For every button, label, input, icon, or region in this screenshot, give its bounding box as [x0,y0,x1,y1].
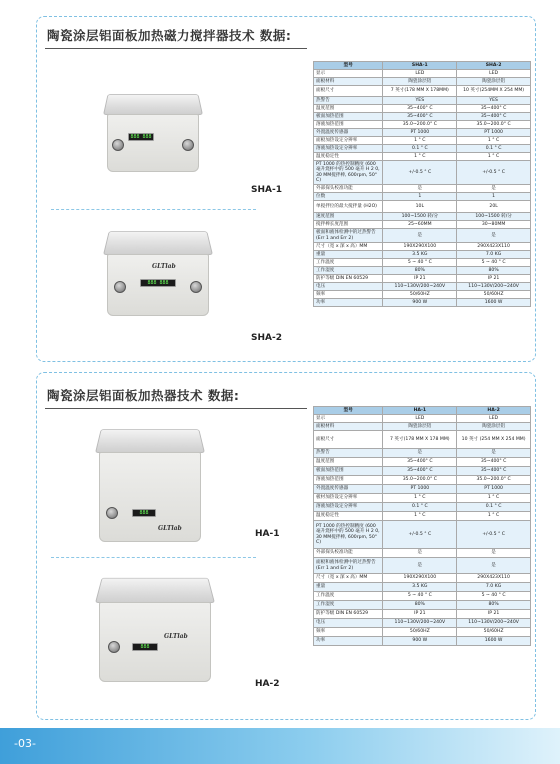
spec-label-cell: 工作温度 [314,592,383,601]
spec-value-cell: 25~60MM [383,221,457,229]
spec-value-cell: 是 [457,229,531,243]
spec-label-cell: 重量 [314,583,383,592]
table-header-cell: HA-1 [383,407,457,415]
heating-plate [95,578,215,603]
spec-label-cell: 搅拌棒长度范围 [314,221,383,229]
spec-label-cell: 显示 [314,415,383,423]
spec-value-cell: 35~400° C [383,113,457,121]
spec-value-cell: 10L [383,201,457,213]
spec-label-cell: 板面加热范围 [314,467,383,476]
spec-label-cell: 溶液加热范围 [314,121,383,129]
spec-value-cell: 是 [457,558,531,574]
table-row [314,601,531,610]
spec-label-cell: 面板尺寸 [314,431,383,449]
table-row [314,610,531,619]
spec-label-cell: 外部探头校准功能 [314,185,383,193]
table-row [314,574,531,583]
spec-label-cell: 外部探头校准功能 [314,549,383,558]
heater-spec-panel [36,372,536,720]
table-header-row [314,407,531,415]
spec-value-cell: 陶瓷涂层铝 [457,78,531,86]
heating-plate [95,429,205,453]
spec-value-cell: 35~400° C [457,113,531,121]
spec-label-cell: 尺寸（宽 x 深 x 高）MM [314,574,383,583]
spec-value-cell: 80% [457,267,531,275]
table-row [314,251,531,259]
table-row [314,193,531,201]
spec-value-cell: PT 1000 [383,485,457,494]
spec-value-cell: 35.0~200.0° C [457,476,531,485]
spec-label-cell: 电压 [314,619,383,628]
table-row [314,415,531,423]
spec-label-cell: 位数 [314,193,383,201]
spec-value-cell: IP 21 [457,275,531,283]
spec-value-cell: 1 ° C [457,512,531,521]
spec-value-cell: IP 21 [457,610,531,619]
spec-value-cell: 900 W [383,299,457,307]
spec-value-cell: 陶瓷涂层铝 [457,423,531,431]
table-row [314,137,531,145]
spec-label-cell: 温度范围 [314,458,383,467]
spec-value-cell: 290X423X110 [457,574,531,583]
table-row [314,485,531,494]
spec-value-cell: YES [457,97,531,105]
brand-logo: GLTlab [158,525,182,532]
spec-value-cell: 0.1 ° C [457,503,531,512]
spec-value-cell: 陶瓷涂层铝 [383,78,457,86]
spec-value-cell: 50/60HZ [457,628,531,637]
table-row [314,619,531,628]
spec-label-cell: 面板和液体检测中的过热警告 (Err 1 and Err 2) [314,558,383,574]
spec-value-cell: 5 ~ 40 ° C [457,259,531,267]
table-row [314,583,531,592]
brand-logo: GLTlab [164,633,188,640]
spec-value-cell: PT 1000 [457,485,531,494]
spec-value-cell: 35~400° C [383,458,457,467]
spec-value-cell: 5 ~ 40 ° C [383,592,457,601]
spec-value-cell: 110~130V/200~240V [457,619,531,628]
spec-value-cell: 7 英寸(178 MM X 178MM) [383,86,457,97]
spec-value-cell: 35~400° C [383,105,457,113]
spec-label-cell: 防护等级 DIN EN 60529 [314,275,383,283]
spec-value-cell: 1 ° C [383,512,457,521]
table-row [314,97,531,105]
spec-label-cell: 功率 [314,637,383,646]
table-row [314,549,531,558]
spec-value-cell: 35.0~200.0° C [457,121,531,129]
spec-value-cell: 1 ° C [383,153,457,161]
spec-label-cell: 电压 [314,283,383,291]
spec-value-cell: 0.1 ° C [457,145,531,153]
spec-value-cell: 10 英寸(254MM X 254 MM) [457,86,531,97]
spec-label-cell: 温度稳定性 [314,512,383,521]
spec-value-cell: 1 ° C [383,494,457,503]
spec-value-cell: IP 21 [383,275,457,283]
spec-value-cell: 35.0~200.0° C [383,121,457,129]
spec-value-cell: 3.5 KG [383,583,457,592]
spec-value-cell: 35~400° C [457,467,531,476]
left-knob [112,139,124,151]
spec-label-cell: 功率 [314,299,383,307]
spec-value-cell: LED [383,415,457,423]
table-row [314,592,531,601]
spec-value-cell: 35~400° C [457,105,531,113]
spec-value-cell: 80% [383,267,457,275]
device-body [107,254,209,316]
left-knob [108,641,120,653]
model-label-sha1: SHA-1 [251,185,282,195]
spec-value-cell: 35.0~200.0° C [383,476,457,485]
spec-label-cell: 尺寸（宽 x 深 x 高）MM [314,243,383,251]
spec-label-cell: 溶液加热范围 [314,476,383,485]
device-body [107,114,199,172]
table-header-cell: HA-2 [457,407,531,415]
spec-value-cell: 50/60HZ [383,291,457,299]
table-header-cell: SHA-1 [383,62,457,70]
table-row [314,494,531,503]
spec-value-cell: 100~1500 转/分 [383,213,457,221]
spec-label-cell: 工作温度 [314,259,383,267]
led-display: 888 888 [128,133,154,141]
table-row [314,503,531,512]
spec-label-cell: 面板加热设定分辨率 [314,137,383,145]
divider [51,557,256,558]
spec-label-cell: 重量 [314,251,383,259]
spec-label-cell: 面板材料 [314,423,383,431]
spec-label-cell: 热警告 [314,449,383,458]
table-row [314,243,531,251]
table-row [314,467,531,476]
table-row [314,637,531,646]
spec-value-cell: 1 [457,193,531,201]
spec-value-cell: 1 ° C [383,137,457,145]
spec-value-cell: 100~1500 转/分 [457,213,531,221]
table-row [314,213,531,221]
spec-value-cell: 是 [383,185,457,193]
table-row [314,267,531,275]
table-row [314,431,531,449]
spec-label-cell: 板面和液体检测中的过热警告 (Err 1 and Err 2) [314,229,383,243]
spec-label-cell: 板材加热设定分辨率 [314,494,383,503]
spec-label-cell: 频率 [314,291,383,299]
spec-label-cell: 热警告 [314,97,383,105]
page-number: -03- [14,737,36,750]
page-footer [0,728,560,764]
table-row [314,291,531,299]
spec-value-cell: 110~130V/200~240V [383,619,457,628]
spec-label-cell: PT 1000 的热控制精度 (600 毫升烧杯中的 500 毫升 H 2 0, 30 MM搅拌棒, 600rpm, 50° C) [314,521,383,549]
spec-value-cell: 是 [457,185,531,193]
spec-value-cell: 是 [383,229,457,243]
section-title: 陶瓷涂层铝面板加热器技术 数据: [47,388,240,403]
spec-value-cell: 190X290X100 [383,243,457,251]
spec-value-cell: 0.1 ° C [383,503,457,512]
spec-value-cell: 290X423X110 [457,243,531,251]
table-row [314,129,531,137]
title-underline [45,48,307,49]
led-display: 888 [132,643,158,651]
spec-value-cell: 110~130V/200~240V [383,283,457,291]
spec-label-cell: 外置温度传感器 [314,485,383,494]
spec-label-cell: 工作湿度 [314,267,383,275]
table-row [314,201,531,213]
table-row [314,121,531,129]
device-body [99,602,211,682]
spec-value-cell: +/-0.5 ° C [457,161,531,185]
table-header-cell: 型号 [314,407,383,415]
table-header-row [314,62,531,70]
spec-value-cell: 1600 W [457,637,531,646]
spec-value-cell: 是 [457,449,531,458]
spec-value-cell: 900 W [383,637,457,646]
spec-value-cell: 35~400° C [457,458,531,467]
spec-label-cell: 单搅拌位的最大搅拌量 (H2O) [314,201,383,213]
left-knob [106,507,118,519]
spec-label-cell: 频率 [314,628,383,637]
table-row [314,558,531,574]
table-row [314,299,531,307]
table-row [314,229,531,243]
table-row [314,153,531,161]
table-row [314,449,531,458]
spec-value-cell: 是 [383,558,457,574]
table-row [314,105,531,113]
table-row [314,221,531,229]
spec-value-cell: 1 ° C [457,494,531,503]
table-row [314,70,531,78]
spec-value-cell: +/-0.5 ° C [383,161,457,185]
led-display: 888 [132,509,156,517]
spec-value-cell: +/-0.5 ° C [383,521,457,549]
spec-label-cell: 显示 [314,70,383,78]
spec-label-cell: 面板材料 [314,78,383,86]
brand-logo: GLTlab [152,263,176,270]
spec-value-cell: 1 ° C [457,137,531,145]
spec-value-cell: 80% [383,601,457,610]
heating-plate [103,94,203,115]
table-row [314,423,531,431]
spec-value-cell: LED [383,70,457,78]
table-row [314,78,531,86]
table-row [314,458,531,467]
spec-value-cell: 3.5 KG [383,251,457,259]
model-label-ha1: HA-1 [255,529,280,539]
spec-table [313,406,531,646]
spec-value-cell: 5 ~ 40 ° C [457,592,531,601]
spec-value-cell: 1 [383,193,457,201]
spec-value-cell: 陶瓷涂层铝 [383,423,457,431]
spec-value-cell: +/-0.5 ° C [457,521,531,549]
spec-value-cell: 190X290X100 [383,574,457,583]
spec-label-cell: 溶液加热设定分辨率 [314,503,383,512]
spec-value-cell: 是 [383,549,457,558]
spec-value-cell: 80% [457,601,531,610]
table-header-cell: 型号 [314,62,383,70]
spec-value-cell: LED [457,70,531,78]
spec-value-cell: 10 英寸 (254 MM X 254 MM) [457,431,531,449]
spec-table [313,61,531,307]
heating-plate [103,231,213,255]
spec-label-cell: 速度范围 [314,213,383,221]
table-row [314,628,531,637]
table-row [314,521,531,549]
spec-value-cell: LED [457,415,531,423]
spec-value-cell: 0.1 ° C [383,145,457,153]
table-row [314,86,531,97]
left-knob [114,281,126,293]
device-body [99,452,201,542]
spec-value-cell: 1600 W [457,299,531,307]
section-title: 陶瓷涂层铝面板加热磁力搅拌器技术 数据: [47,28,292,43]
spec-label-cell: 温度稳定性 [314,153,383,161]
spec-value-cell: 110~130V/200~240V [457,283,531,291]
led-display: 888 888 [140,279,176,287]
spec-label-cell: PT 1000 的热控制精度 (600 毫升烧杯中的 500 毫升 H 2 0, 30 MM搅拌棒, 600rpm, 50° C) [314,161,383,185]
spec-value-cell: 7.0 KG [457,583,531,592]
table-row [314,259,531,267]
right-knob [190,281,202,293]
title-underline [45,408,307,409]
spec-value-cell: 7.0 KG [457,251,531,259]
spec-value-cell: 20L [457,201,531,213]
table-header-cell: SHA-2 [457,62,531,70]
spec-value-cell: IP 21 [383,610,457,619]
table-row [314,275,531,283]
right-knob [182,139,194,151]
table-row [314,113,531,121]
spec-value-cell: 7 英寸(178 MM X 178 MM) [383,431,457,449]
table-row [314,145,531,153]
spec-value-cell: PT 1000 [457,129,531,137]
spec-value-cell: YES [383,97,457,105]
table-row [314,185,531,193]
spec-value-cell: 是 [457,549,531,558]
spec-label-cell: 板面加热范围 [314,113,383,121]
spec-label-cell: 防护等级 DIN EN 60529 [314,610,383,619]
stirrer-spec-panel [36,16,536,362]
spec-value-cell: 50/60HZ [457,291,531,299]
model-label-ha2: HA-2 [255,679,280,689]
spec-label-cell: 面板尺寸 [314,86,383,97]
table-row [314,476,531,485]
spec-value-cell: 1 ° C [457,153,531,161]
spec-value-cell: 50/60HZ [383,628,457,637]
spec-value-cell: 35~400° C [383,467,457,476]
spec-label-cell: 工作湿度 [314,601,383,610]
spec-value-cell: PT 1000 [383,129,457,137]
table-row [314,283,531,291]
spec-value-cell: 是 [383,449,457,458]
spec-label-cell: 溶液加热设定分辨率 [314,145,383,153]
spec-value-cell: 30~80MM [457,221,531,229]
spec-label-cell: 温度范围 [314,105,383,113]
table-row [314,161,531,185]
spec-value-cell: 5 ~ 40 ° C [383,259,457,267]
table-row [314,512,531,521]
model-label-sha2: SHA-2 [251,333,282,343]
divider [51,209,256,210]
spec-label-cell: 外置温度传感器 [314,129,383,137]
